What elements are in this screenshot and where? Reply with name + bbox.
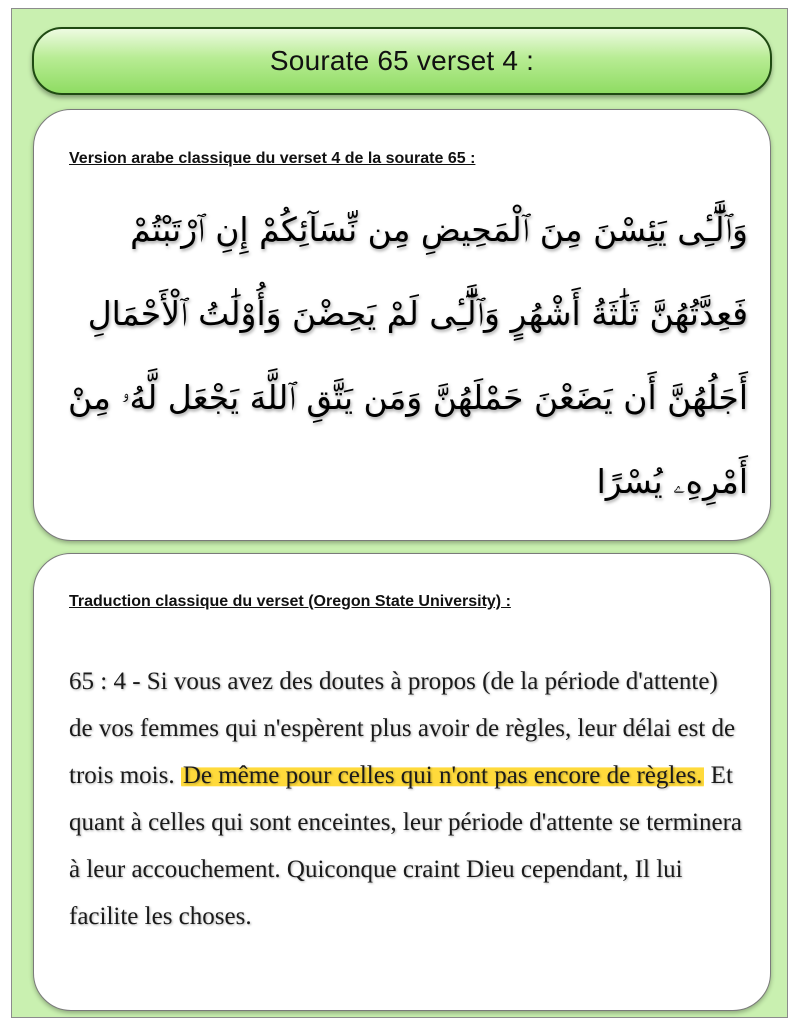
translation-section-heading: Traduction classique du verset (Oregon State University) :	[69, 593, 511, 610]
arabic-verse-text: وَٱلَّٰٓـِٔى يَئِسْنَ مِنَ ٱلْمَحِيضِ مِن نِّسَآئِكُمْ إِنِ ٱرْتَبْتُمْ فَعِدَّتُهُنَّ ثَلَٰثَةُ أَشْهُرٍ وَٱلَّٰٓـِٔى لَمْ يَحِضْنَ وَأُوْلَٰتُ ٱلْأَحْمَالِ أَجَلُهُنَّ أَن يَضَعْنَ حَمْلَهُنَّ وَمَن يَتَّقِ ٱللَّهَ يَجْعَل لَّهُۥ مِنْ أَمْرِهِۦ يُسْرًا	[67, 210, 748, 501]
page-title: Sourate 65 verset 4 :	[269, 45, 535, 76]
title-banner	[32, 27, 772, 95]
translation-text-after: Et quant à celles qui sont enceintes, leur période d'attente se terminera à leur accouchement. Quiconque craint Dieu cependant, Il lui facilite les choses.	[69, 762, 742, 930]
arabic-section-heading: Version arabe classique du verset 4 de la sourate 65 :	[69, 150, 476, 167]
arabic-verse-card	[33, 109, 771, 541]
highlighted-passage: De même pour celles qui n'ont pas encore de règles.	[182, 762, 703, 789]
translation-text-before: 65 : 4 - Si vous avez des doutes à propos (de la période d'attente) de vos femmes qui n'espèrent plus avoir de règles, leur délai est de trois mois.	[69, 668, 736, 789]
translation-card	[33, 553, 771, 1011]
translation-paragraph	[69, 658, 742, 940]
